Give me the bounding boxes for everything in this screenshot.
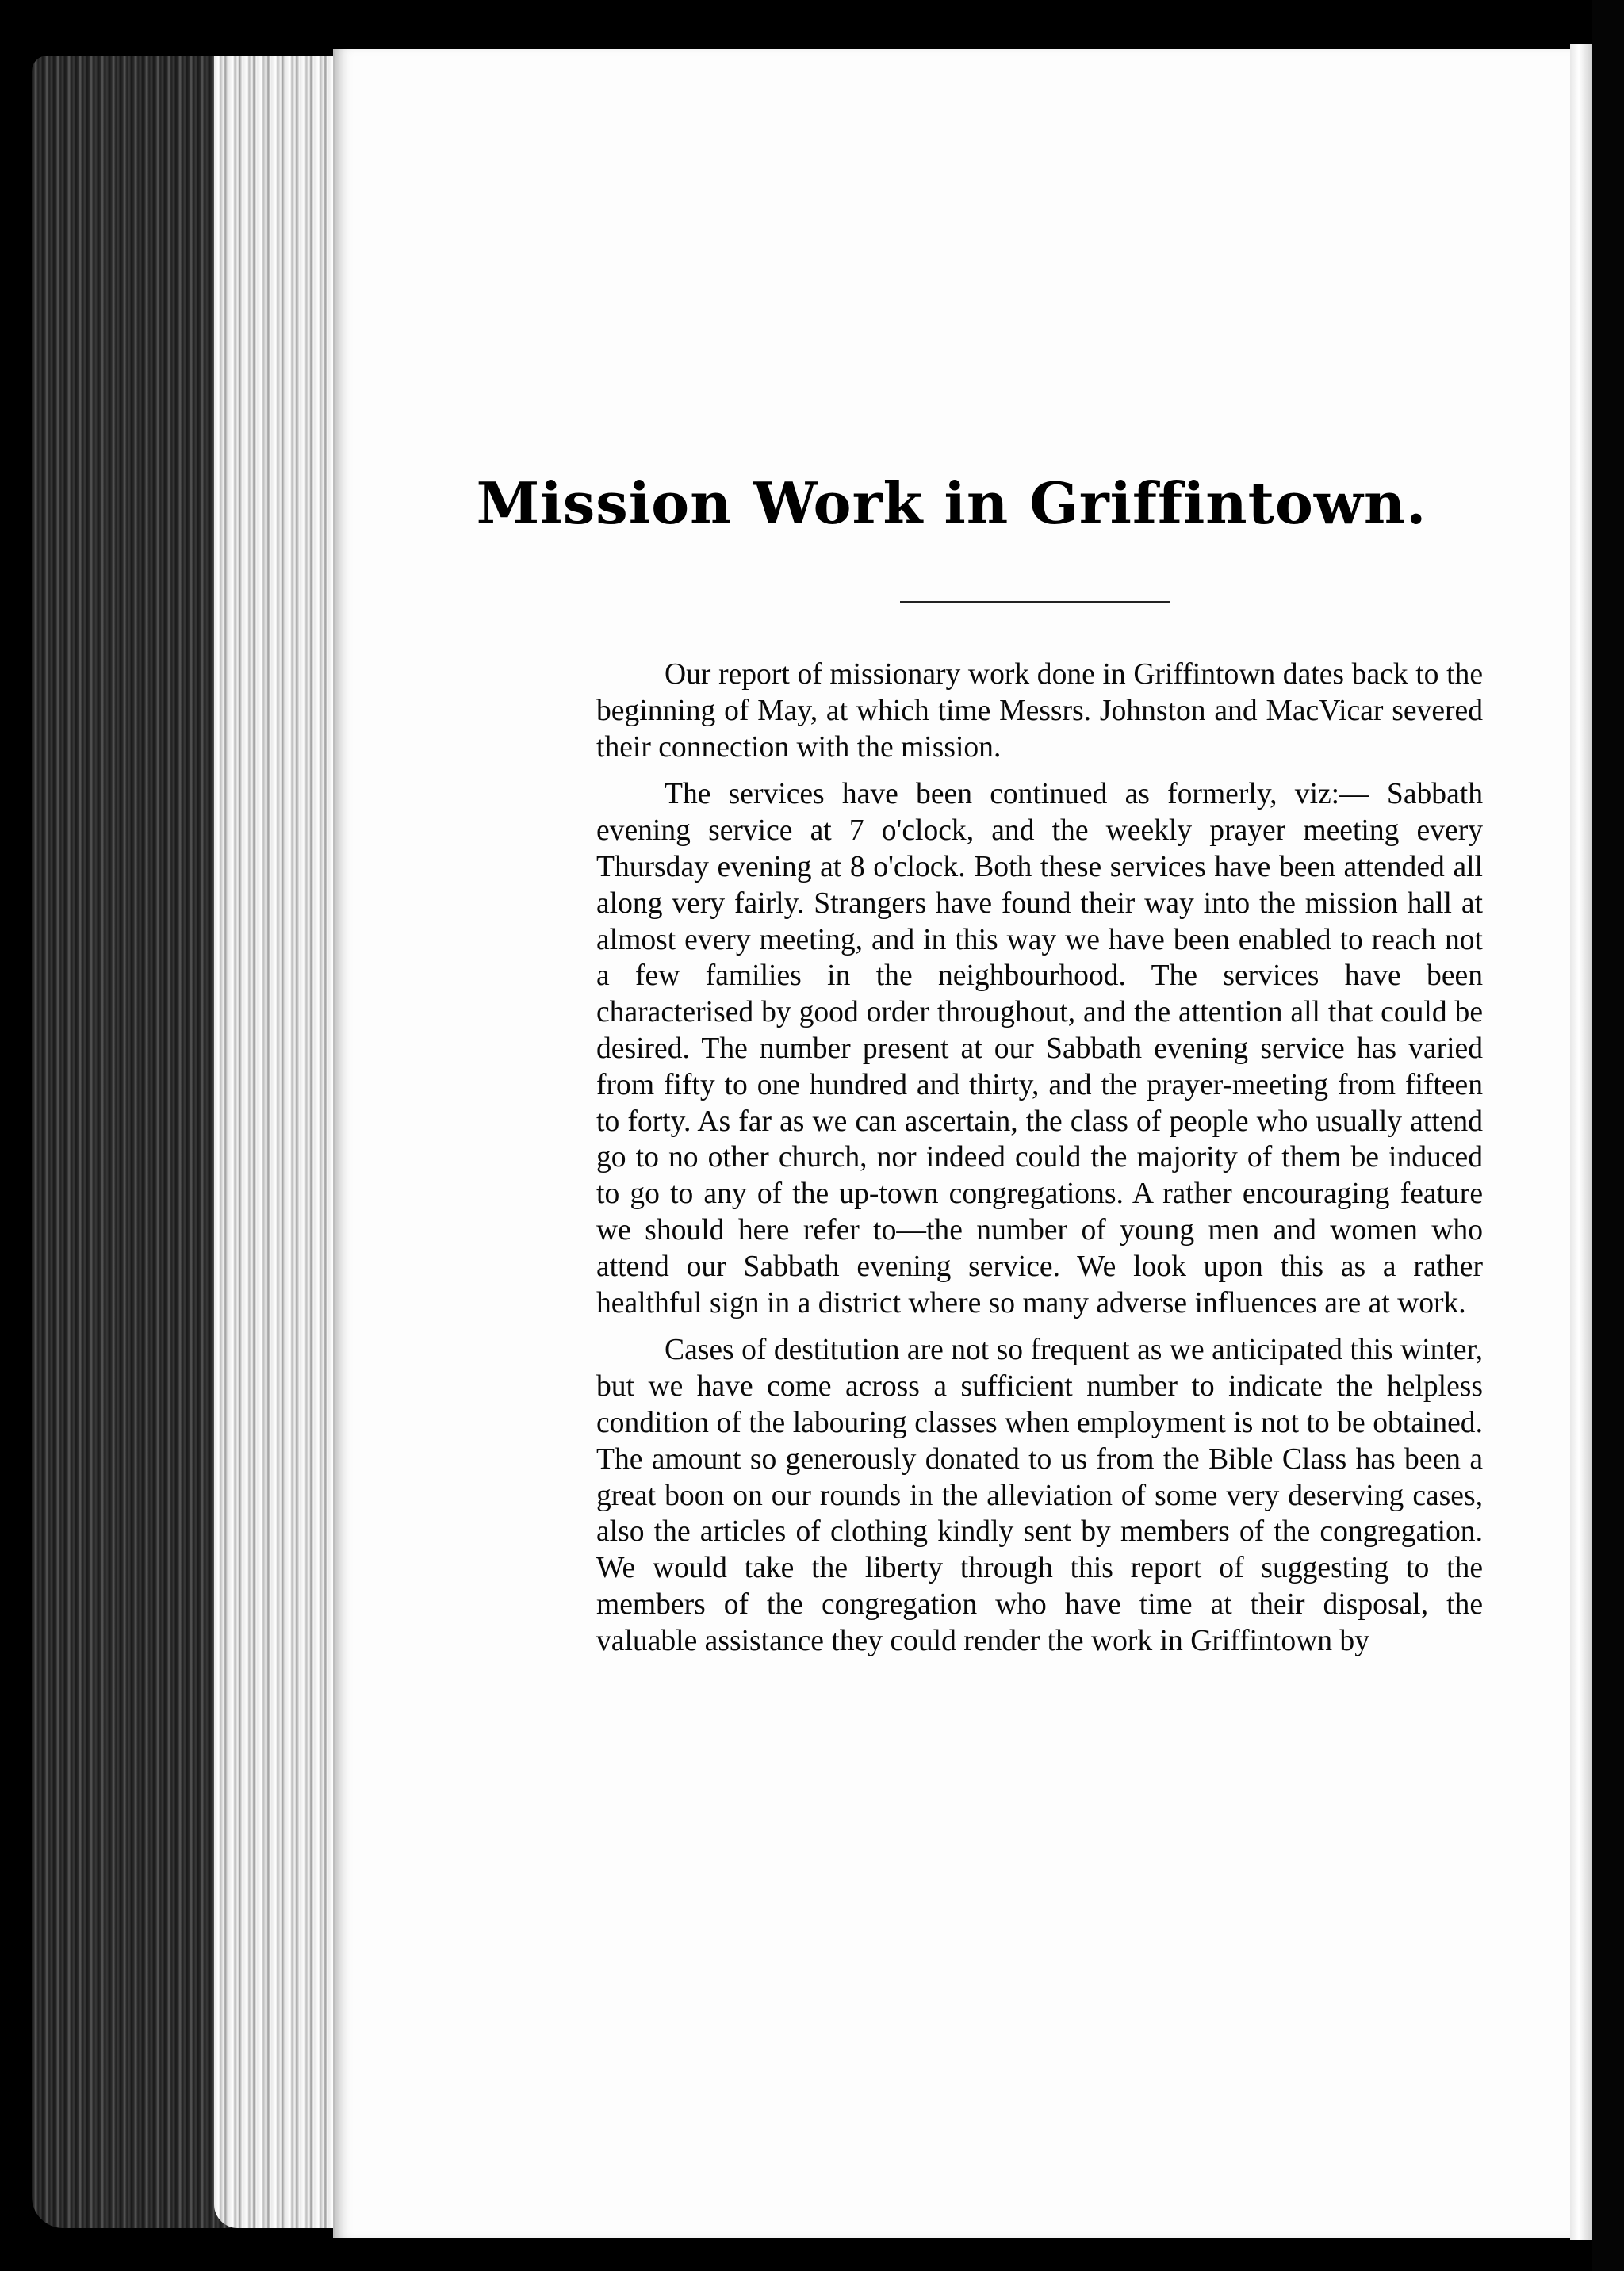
title-divider bbox=[900, 601, 1170, 603]
right-page-edge bbox=[1570, 44, 1592, 2240]
scan-background bbox=[1592, 0, 1624, 2271]
article-body bbox=[596, 657, 1483, 1660]
paragraph-1: Our report of missionary work done in Griffintown dates back to the beginning of May, at which time Messrs. Johnston and MacVicar severed their connection with the mission. bbox=[596, 658, 1483, 764]
page-edge-strips bbox=[214, 56, 333, 2228]
paragraph-3: Cases of destitution are not so frequent as we anticipated this winter, but we have come across a sufficient number to indicate the helpless condition of the labouring classes when employment is not to be obtained. The amount so generously donated to us from the Bible Class has been a great boon on our rounds in the alleviation of some very deserving cases, also the articles of clothing kindly sent by members of the congregation. We would take the liberty through this report of suggesting to the members of the congregation who have time at their disposal, the valuable assistance they could render the work in Griffintown by bbox=[596, 1334, 1483, 1657]
page-title: Mission Work in Griffintown. bbox=[476, 469, 1427, 537]
paragraph-2: The services have been continued as formerly, viz:— Sabbath evening service at 7 o'clock, and the weekly prayer meeting every Thursday evening at 8 o'clock. Both these services have been attended all along very fairly. Strangers have found their way into the mission hall at almost every meeting, and in this way we have been enabled to reach not a few families in the neighbourhood. The services have been characterised by good order throughout, and the attention all that could be desired. The number present at our Sabbath evening service has varied from fifty to one hundred and thirty, and the prayer-meeting from fifteen to forty. As far as we can ascertain, the class of people who usually attend go to no other church, nor indeed could the majority of them be induced to go to any of the up-town congregations. A rather encouraging feature we should here refer to—the number of young men and women who attend our Sabbath evening service. We look upon this as a rather healthful sign in a district where so many adverse influences are at work. bbox=[596, 778, 1483, 1319]
